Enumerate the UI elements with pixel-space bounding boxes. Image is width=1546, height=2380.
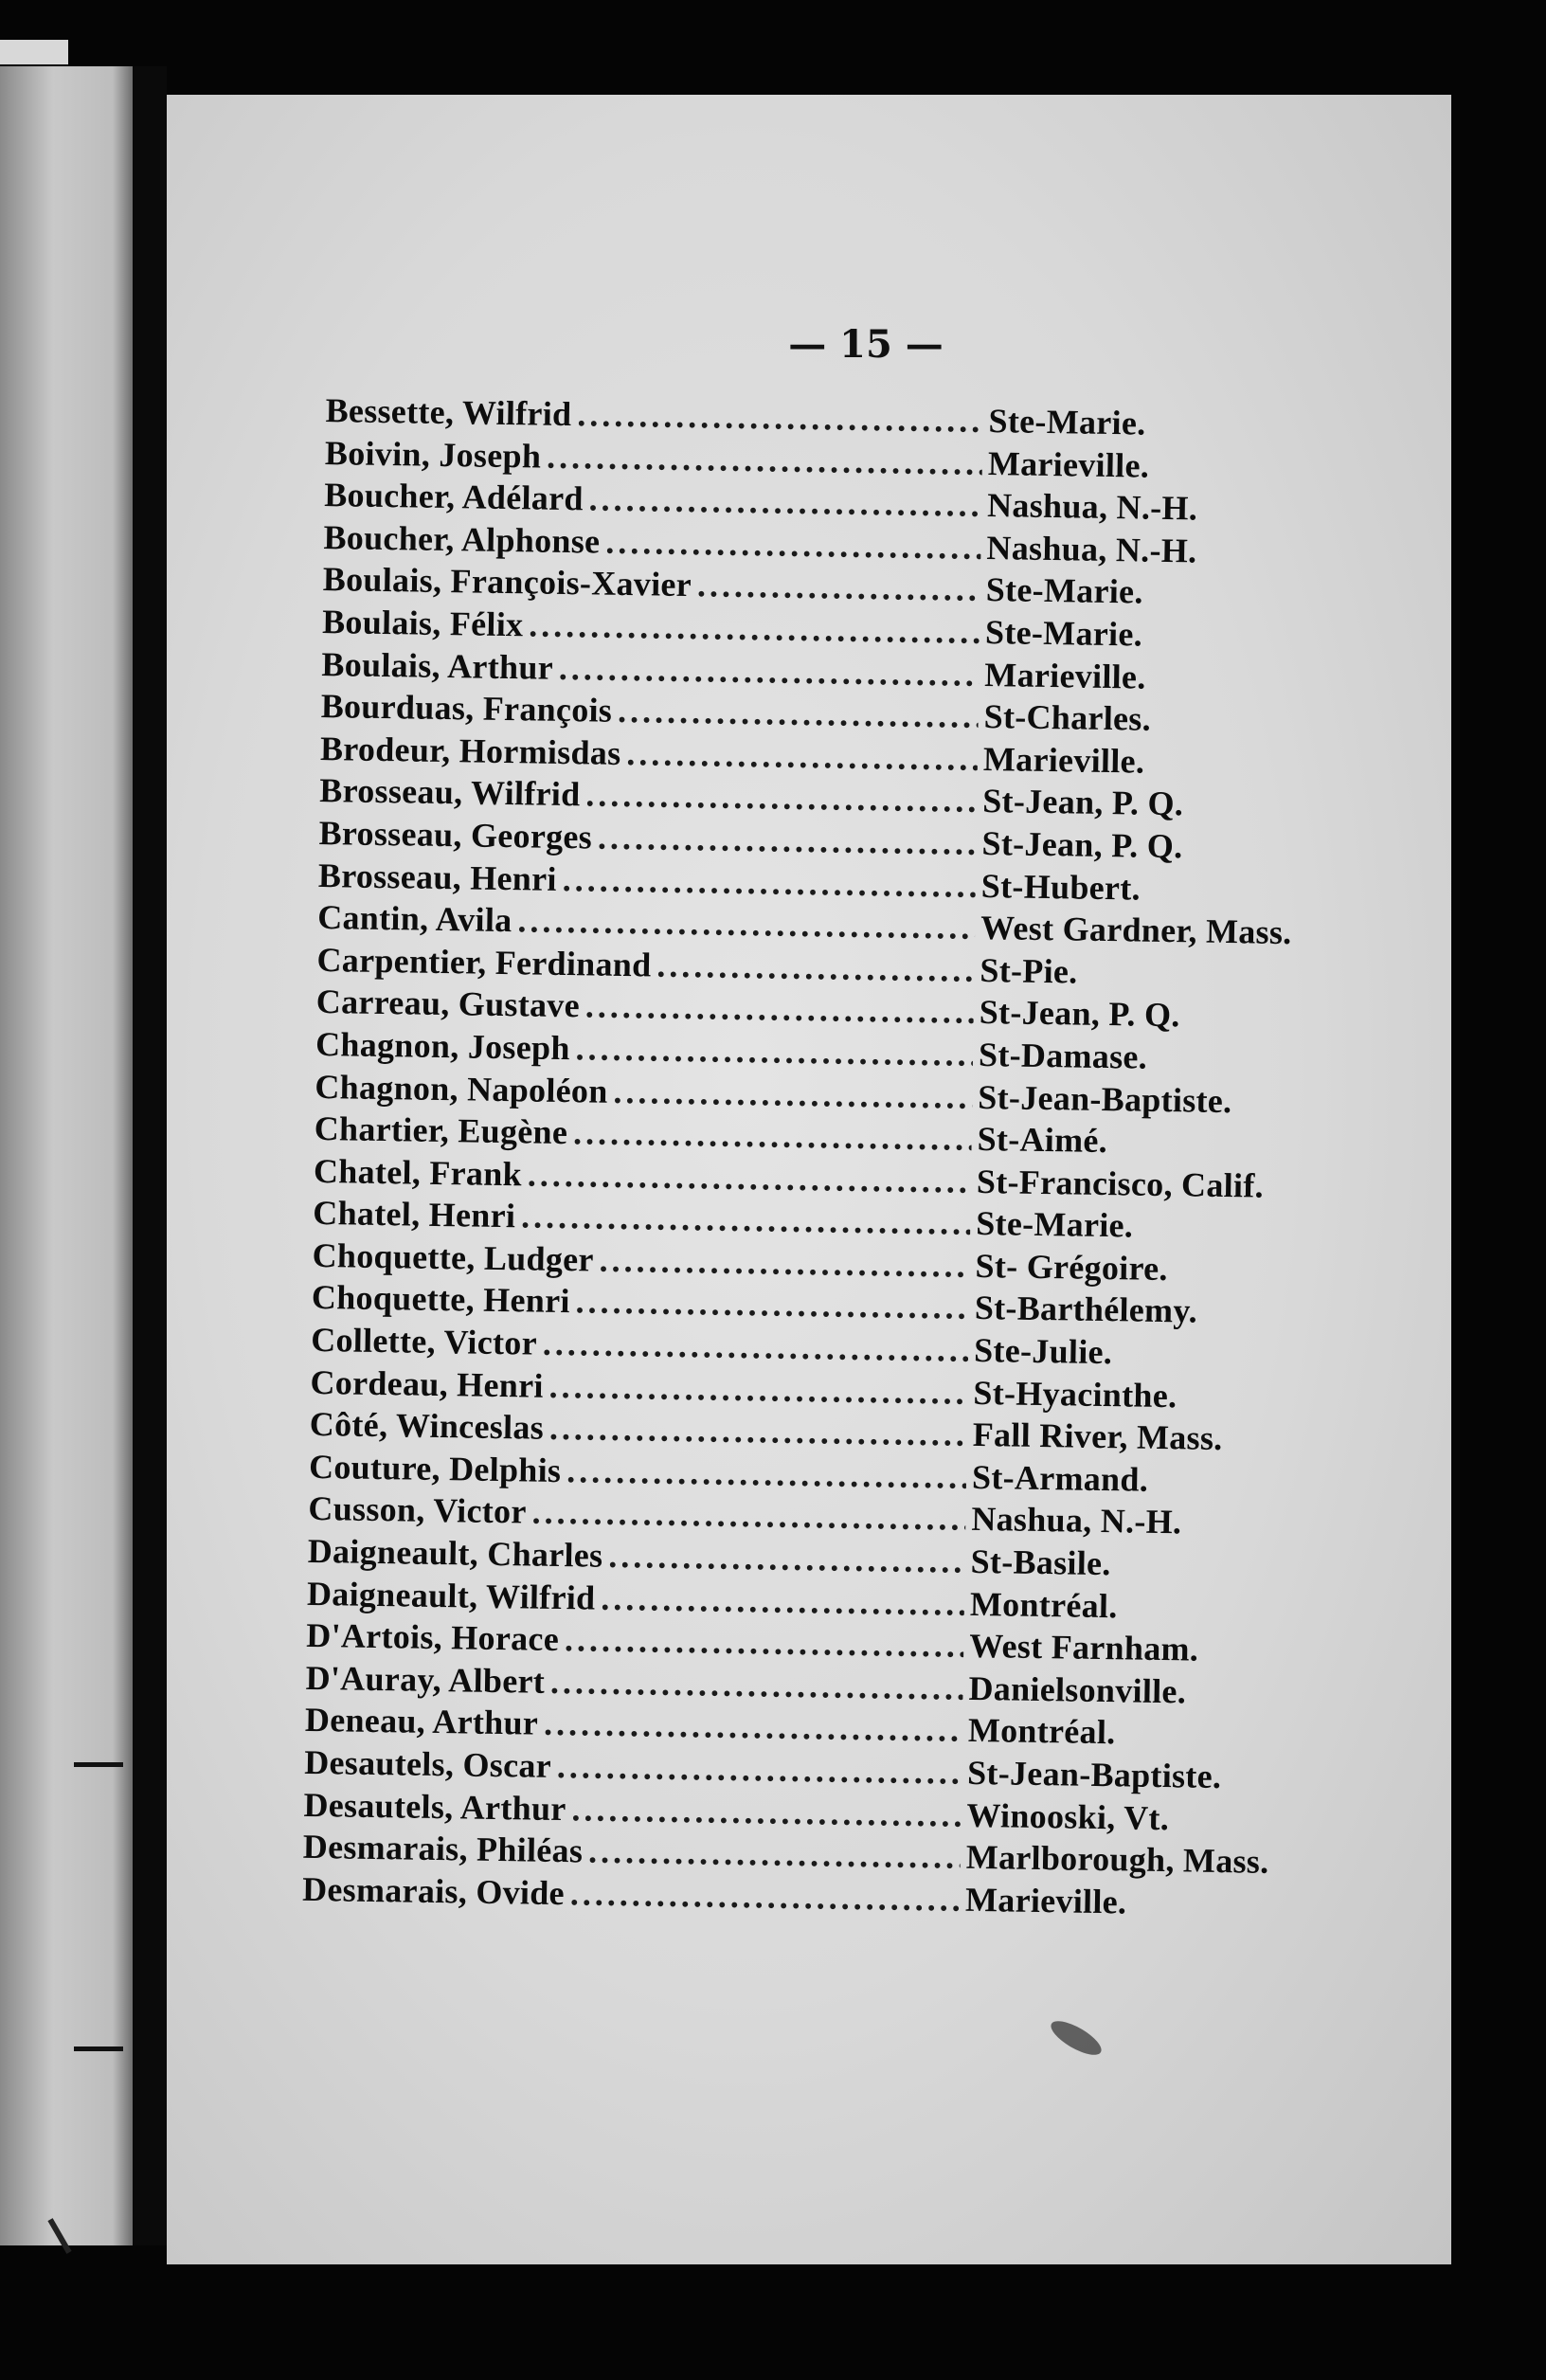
entry-place: West Gardner, Mass. bbox=[980, 909, 1292, 952]
dot-leader bbox=[577, 394, 983, 441]
entry-place: Ste-Marie. bbox=[988, 401, 1146, 442]
entry-place: St-Aimé. bbox=[977, 1119, 1108, 1161]
dot-leader bbox=[656, 945, 975, 989]
dot-leader bbox=[562, 859, 976, 906]
entry-name: Chartier, Eugène bbox=[314, 1109, 568, 1152]
entry-place: St-Pie. bbox=[980, 950, 1078, 991]
entry-name: Desmarais, Ovide bbox=[301, 1869, 566, 1912]
name-place-list bbox=[302, 390, 1349, 1927]
dot-leader bbox=[548, 1365, 967, 1412]
dot-leader bbox=[549, 1408, 967, 1454]
dot-leader bbox=[575, 1028, 973, 1074]
dot-leader bbox=[557, 1746, 962, 1793]
entry-place: St-Jean, P. Q. bbox=[981, 823, 1183, 866]
book-page bbox=[167, 95, 1451, 2264]
entry-place: Marieville. bbox=[964, 1880, 1127, 1921]
entry-name: Chatel, Henri bbox=[313, 1194, 516, 1235]
entry-name: Boulais, François-Xavier bbox=[322, 560, 692, 604]
entry-place: St-Francisco, Calif. bbox=[976, 1162, 1265, 1205]
margin-mark bbox=[74, 2046, 123, 2051]
entry-place: Danielsonville. bbox=[968, 1668, 1187, 1711]
entry-name: Brosseau, Wilfrid bbox=[319, 771, 581, 814]
entry-place: St-Jean-Baptiste. bbox=[966, 1753, 1222, 1796]
entry-name: Boucher, Alphonse bbox=[323, 517, 601, 561]
entry-name: Cordeau, Henri bbox=[310, 1362, 545, 1405]
dot-leader bbox=[571, 1789, 962, 1834]
entry-name: Couture, Delphis bbox=[308, 1447, 562, 1489]
entry-name: Cantin, Avila bbox=[316, 898, 512, 940]
dot-leader bbox=[570, 1873, 961, 1919]
entry-name: Desmarais, Philéas bbox=[302, 1828, 584, 1870]
entry-name: Chagnon, Joseph bbox=[315, 1024, 571, 1068]
entry-place: Nashua, N.-H. bbox=[986, 486, 1198, 528]
ink-blot bbox=[1047, 2014, 1106, 2061]
entry-place: Nashua, N.-H. bbox=[986, 528, 1197, 570]
entry-place: Fall River, Mass. bbox=[972, 1415, 1223, 1458]
entry-place: St-Jean, P. Q. bbox=[979, 993, 1180, 1035]
dot-leader bbox=[521, 1197, 971, 1243]
dot-leader bbox=[601, 1578, 964, 1623]
entry-place: Ste-Marie. bbox=[984, 612, 1143, 654]
entry-place: Marieville. bbox=[987, 443, 1150, 485]
margin-mark bbox=[74, 1762, 123, 1767]
dot-leader bbox=[544, 1704, 962, 1750]
facing-page-edge bbox=[0, 40, 68, 64]
dot-leader bbox=[697, 566, 980, 610]
dot-leader bbox=[575, 1282, 969, 1328]
dot-leader bbox=[618, 691, 979, 736]
dot-leader bbox=[598, 818, 977, 863]
dot-leader bbox=[585, 775, 977, 820]
entry-name: Brodeur, Hormisdas bbox=[319, 729, 621, 772]
dot-leader bbox=[529, 604, 980, 651]
dot-leader bbox=[559, 647, 980, 694]
entry-place: St-Jean-Baptiste. bbox=[978, 1077, 1232, 1120]
entry-name: Côté, Winceslas bbox=[309, 1405, 545, 1447]
dot-leader bbox=[608, 1536, 965, 1581]
book-spine bbox=[133, 66, 167, 2245]
entry-place: St-Basile. bbox=[970, 1542, 1111, 1583]
entry-place: Marieville. bbox=[982, 739, 1145, 781]
entry-place: Montréal. bbox=[969, 1584, 1118, 1625]
entry-place: St-Jean, P. Q. bbox=[981, 782, 1184, 823]
entry-name: Choquette, Henri bbox=[311, 1278, 571, 1321]
entry-place: St- Grégoire. bbox=[975, 1246, 1169, 1288]
dot-leader bbox=[566, 1451, 966, 1497]
entry-name: Brosseau, Henri bbox=[317, 856, 558, 898]
page-number: — 15 — bbox=[788, 322, 944, 367]
dot-leader bbox=[613, 1071, 972, 1116]
entry-name: Boulais, Félix bbox=[321, 602, 524, 644]
entry-name: Desautels, Arthur bbox=[303, 1785, 566, 1828]
entry-name: Daigneault, Charles bbox=[307, 1531, 603, 1575]
entry-name: Carreau, Gustave bbox=[315, 983, 581, 1025]
entry-name: Collette, Victor bbox=[310, 1320, 538, 1362]
entry-name: Brosseau, Georges bbox=[318, 813, 593, 856]
dot-leader bbox=[550, 1662, 963, 1708]
entry-name: Boulais, Arthur bbox=[321, 644, 554, 687]
entry-name: Carpentier, Ferdinand bbox=[316, 940, 652, 984]
entry-place: Marieville. bbox=[984, 655, 1146, 696]
dot-leader bbox=[531, 1492, 965, 1539]
entry-place: St-Charles. bbox=[983, 697, 1152, 738]
dot-leader bbox=[588, 479, 981, 526]
entry-name: Desautels, Oscar bbox=[303, 1742, 552, 1785]
entry-name: Choquette, Ludger bbox=[312, 1235, 595, 1279]
entry-name: Boucher, Adélard bbox=[323, 476, 584, 518]
entry-name: Cusson, Victor bbox=[308, 1489, 527, 1531]
entry-name: Boivin, Joseph bbox=[324, 433, 542, 476]
dot-leader bbox=[626, 733, 978, 779]
entry-name: Daigneault, Wilfrid bbox=[306, 1574, 596, 1617]
entry-place: St-Hubert. bbox=[980, 866, 1142, 908]
dot-leader bbox=[599, 1240, 970, 1286]
entry-place: Ste-Marie. bbox=[985, 570, 1143, 611]
dot-leader bbox=[565, 1619, 964, 1666]
dot-leader bbox=[605, 521, 981, 567]
entry-place: Winooski, Vt. bbox=[966, 1795, 1170, 1837]
dot-leader bbox=[588, 1831, 961, 1877]
entry-place: St-Barthélemy. bbox=[974, 1289, 1198, 1331]
entry-name: Chagnon, Napoléon bbox=[315, 1067, 608, 1110]
entry-place: Marlborough, Mass. bbox=[965, 1837, 1269, 1882]
dot-leader bbox=[528, 1154, 972, 1200]
entry-name: Bourduas, François bbox=[320, 687, 613, 730]
dot-leader bbox=[573, 1112, 972, 1159]
entry-place: St-Hyacinthe. bbox=[973, 1373, 1177, 1415]
dot-leader bbox=[547, 436, 982, 482]
entry-place: St-Damase. bbox=[978, 1035, 1148, 1076]
facing-page bbox=[0, 66, 133, 2245]
entry-place: Nashua, N.-H. bbox=[971, 1500, 1182, 1542]
entry-place: Ste-Marie. bbox=[975, 1204, 1134, 1245]
dot-leader bbox=[517, 900, 975, 947]
entry-place: West Farnham. bbox=[968, 1627, 1199, 1668]
entry-name: D'Auray, Albert bbox=[305, 1658, 546, 1701]
entry-name: Bessette, Wilfrid bbox=[325, 390, 572, 434]
entry-name: D'Artois, Horace bbox=[306, 1616, 560, 1659]
entry-place: Ste-Julie. bbox=[973, 1330, 1113, 1372]
dot-leader bbox=[543, 1324, 969, 1370]
entry-name: Deneau, Arthur bbox=[304, 1701, 539, 1743]
entry-place: Montréal. bbox=[967, 1711, 1116, 1752]
entry-place: St-Armand. bbox=[971, 1457, 1149, 1499]
entry-name: Chatel, Frank bbox=[313, 1151, 523, 1194]
dot-leader bbox=[585, 986, 974, 1032]
